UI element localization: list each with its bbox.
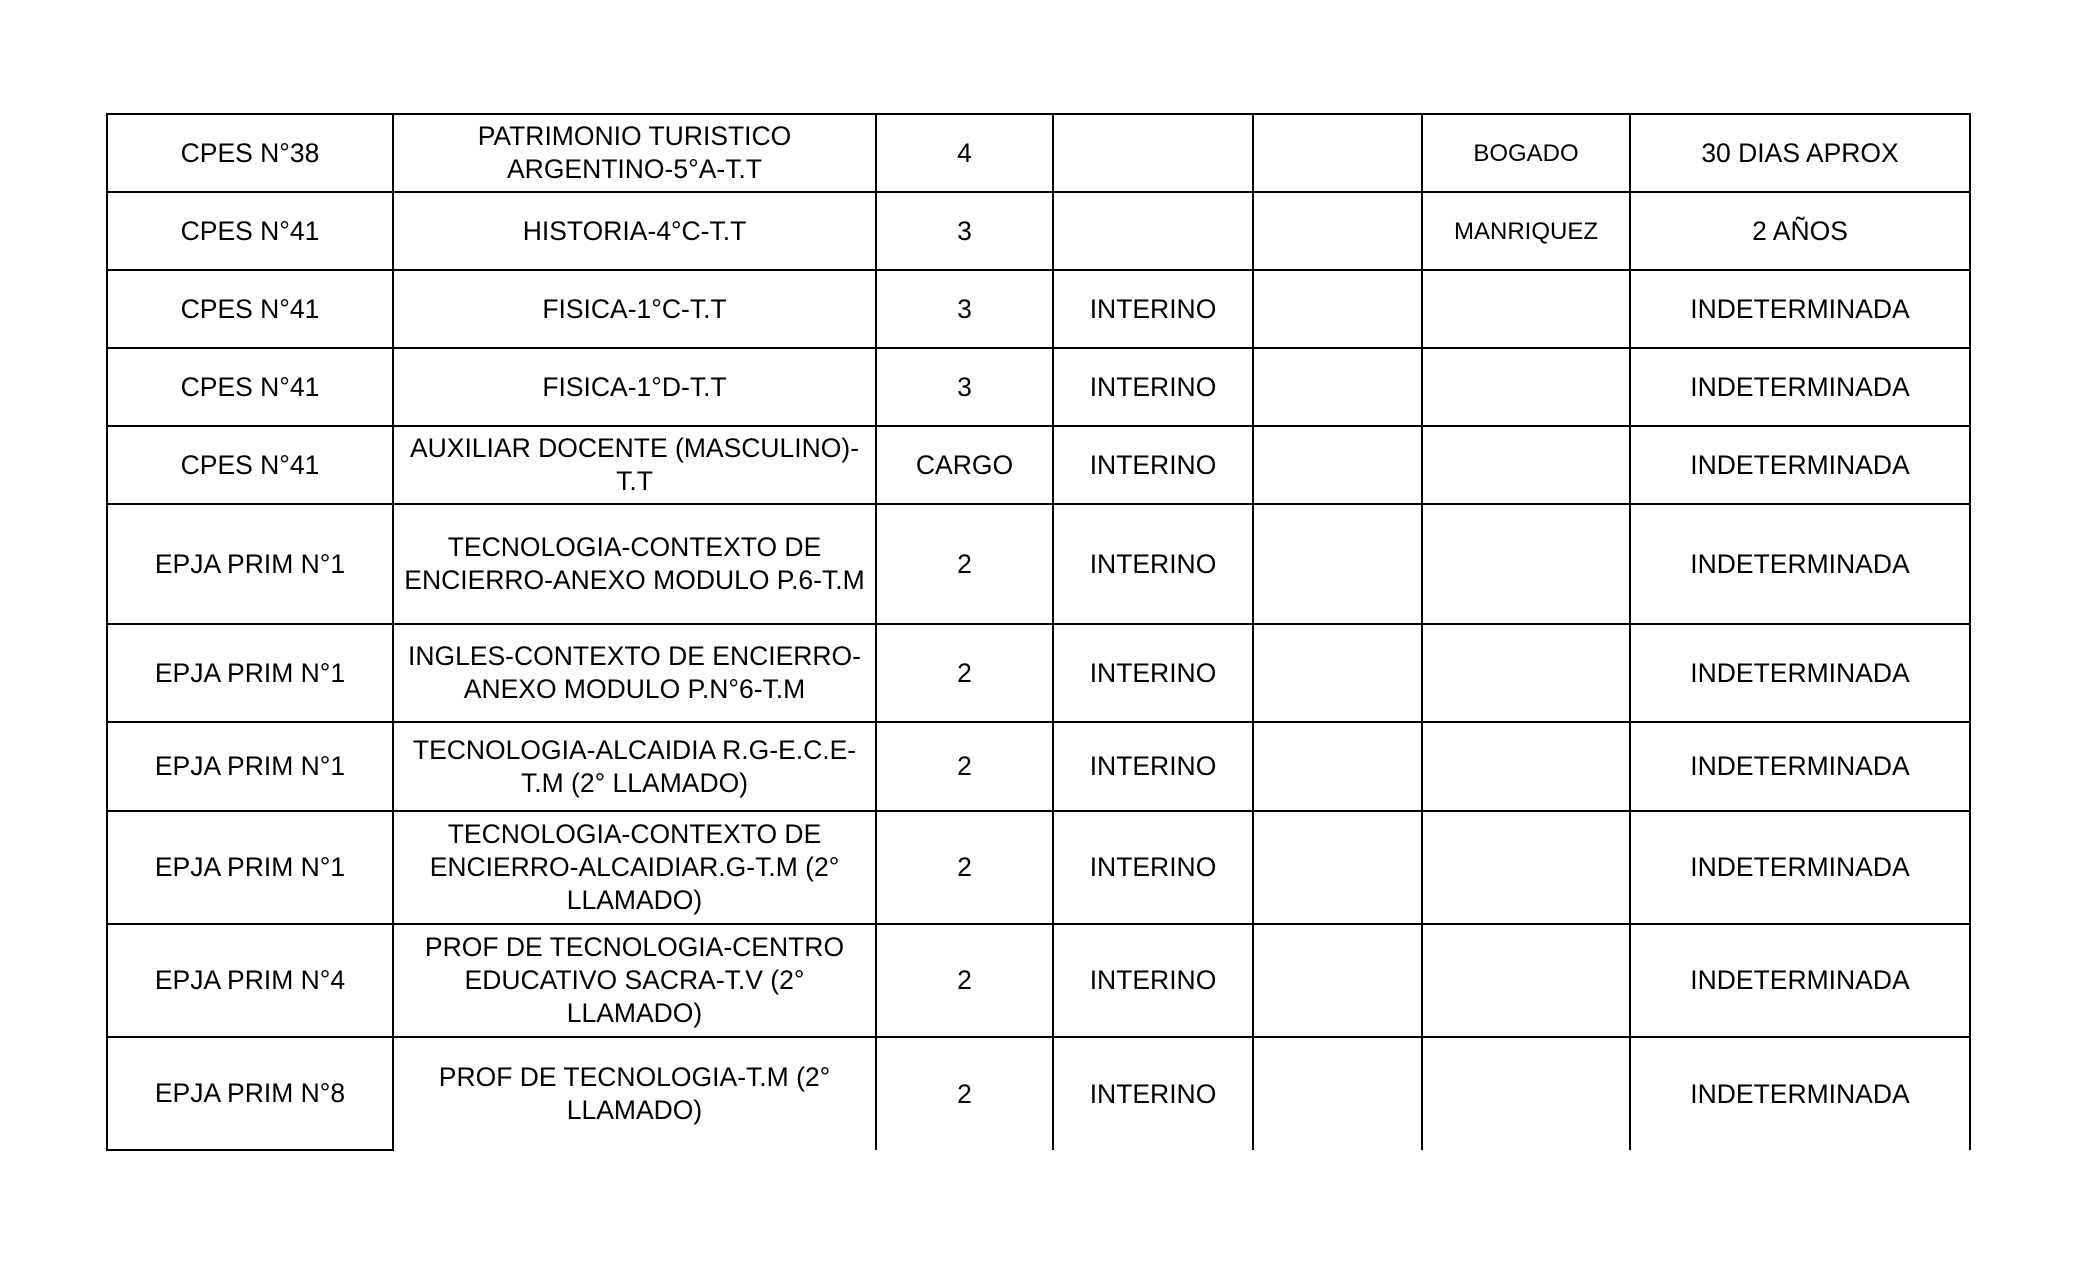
table-cell-subject: PROF DE TECNOLOGIA-T.M (2° LLAMADO) xyxy=(393,1037,876,1150)
table-cell-school: CPES N°41 xyxy=(107,270,393,348)
table-cell-duration: INDETERMINADA xyxy=(1630,924,1970,1037)
table-row xyxy=(107,924,1970,1037)
table-cell-subject: INGLES-CONTEXTO DE ENCIERRO-ANEXO MODULO P.N°6-T.M xyxy=(393,624,876,722)
table-cell-school: EPJA PRIM N°1 xyxy=(107,722,393,811)
table-cell-holder xyxy=(1422,270,1630,348)
table-row xyxy=(107,192,1970,270)
table-cell-subject: PROF DE TECNOLOGIA-CENTRO EDUCATIVO SACRA-T.V (2° LLAMADO) xyxy=(393,924,876,1037)
table-cell-duration: INDETERMINADA xyxy=(1630,811,1970,924)
table-cell-hours: 3 xyxy=(876,192,1053,270)
table-cell-status: INTERINO xyxy=(1053,270,1253,348)
table-cell-holder xyxy=(1422,504,1630,624)
table-cell-subject: TECNOLOGIA-CONTEXTO DE ENCIERRO-ALCAIDIAR.G-T.M (2° LLAMADO) xyxy=(393,811,876,924)
table-cell-hours: 2 xyxy=(876,504,1053,624)
table-cell-hours: 4 xyxy=(876,114,1053,192)
table-cell-holder: MANRIQUEZ xyxy=(1422,192,1630,270)
table-cell-status xyxy=(1053,114,1253,192)
table-cell-status: INTERINO xyxy=(1053,1037,1253,1150)
table-cell-status: INTERINO xyxy=(1053,811,1253,924)
table-cell-extra xyxy=(1253,270,1422,348)
table-cell-school: EPJA PRIM N°1 xyxy=(107,811,393,924)
table-row xyxy=(107,504,1970,624)
table-cell-hours: 2 xyxy=(876,722,1053,811)
table-cell-school: CPES N°41 xyxy=(107,348,393,426)
table-cell-status: INTERINO xyxy=(1053,624,1253,722)
table-cell-extra xyxy=(1253,722,1422,811)
table-cell-duration: INDETERMINADA xyxy=(1630,504,1970,624)
table-cell-extra xyxy=(1253,811,1422,924)
table-cell-hours: 3 xyxy=(876,270,1053,348)
table-cell-school: EPJA PRIM N°4 xyxy=(107,924,393,1037)
table-cell-subject: AUXILIAR DOCENTE (MASCULINO)-T.T xyxy=(393,426,876,504)
table-cell-status: INTERINO xyxy=(1053,504,1253,624)
table-cell-subject: TECNOLOGIA-ALCAIDIA R.G-E.C.E-T.M (2° LLAMADO) xyxy=(393,722,876,811)
table-row xyxy=(107,348,1970,426)
table-row xyxy=(107,426,1970,504)
table-cell-hours: 2 xyxy=(876,1037,1053,1150)
table-row xyxy=(107,270,1970,348)
table-cell-holder: BOGADO xyxy=(1422,114,1630,192)
table-cell-extra xyxy=(1253,504,1422,624)
table-cell-holder xyxy=(1422,348,1630,426)
table-cell-subject: FISICA-1°C-T.T xyxy=(393,270,876,348)
table-cell-hours: CARGO xyxy=(876,426,1053,504)
table-cell-holder xyxy=(1422,924,1630,1037)
table-cell-holder xyxy=(1422,722,1630,811)
table-cell-school: EPJA PRIM N°1 xyxy=(107,624,393,722)
table-cell-duration: INDETERMINADA xyxy=(1630,426,1970,504)
table-cell-status: INTERINO xyxy=(1053,722,1253,811)
table-cell-status: INTERINO xyxy=(1053,348,1253,426)
table-cell-holder xyxy=(1422,426,1630,504)
table-cell-status: INTERINO xyxy=(1053,924,1253,1037)
table-cell-subject: PATRIMONIO TURISTICO ARGENTINO-5°A-T.T xyxy=(393,114,876,192)
table-cell-extra xyxy=(1253,192,1422,270)
table-row xyxy=(107,722,1970,811)
table-row xyxy=(107,114,1970,192)
table-cell-subject: HISTORIA-4°C-T.T xyxy=(393,192,876,270)
table-cell-extra xyxy=(1253,426,1422,504)
table-cell-duration: 30 DIAS APROX xyxy=(1630,114,1970,192)
table-row xyxy=(107,811,1970,924)
table-body xyxy=(107,114,1970,1150)
table-cell-subject: TECNOLOGIA-CONTEXTO DE ENCIERRO-ANEXO MODULO P.6-T.M xyxy=(393,504,876,624)
table-cell-school: CPES N°41 xyxy=(107,426,393,504)
table-cell-subject: FISICA-1°D-T.T xyxy=(393,348,876,426)
table-cell-duration: INDETERMINADA xyxy=(1630,1037,1970,1150)
vacancies-table xyxy=(106,113,1971,1151)
table-cell-status: INTERINO xyxy=(1053,426,1253,504)
table-cell-status xyxy=(1053,192,1253,270)
table-cell-school: EPJA PRIM N°8 xyxy=(107,1037,393,1150)
table-cell-hours: 2 xyxy=(876,624,1053,722)
table-cell-duration: INDETERMINADA xyxy=(1630,348,1970,426)
table-cell-holder xyxy=(1422,811,1630,924)
table-row xyxy=(107,1037,1970,1150)
table-cell-extra xyxy=(1253,924,1422,1037)
table-cell-duration: INDETERMINADA xyxy=(1630,722,1970,811)
table-cell-school: EPJA PRIM N°1 xyxy=(107,504,393,624)
table-cell-hours: 3 xyxy=(876,348,1053,426)
table-cell-holder xyxy=(1422,1037,1630,1150)
table-cell-duration: INDETERMINADA xyxy=(1630,624,1970,722)
table-cell-extra xyxy=(1253,624,1422,722)
table-cell-school: CPES N°41 xyxy=(107,192,393,270)
table-row xyxy=(107,624,1970,722)
table-cell-duration: INDETERMINADA xyxy=(1630,270,1970,348)
table-cell-extra xyxy=(1253,114,1422,192)
table-cell-extra xyxy=(1253,1037,1422,1150)
table-cell-hours: 2 xyxy=(876,811,1053,924)
table-cell-holder xyxy=(1422,624,1630,722)
table-cell-hours: 2 xyxy=(876,924,1053,1037)
table-cell-extra xyxy=(1253,348,1422,426)
table-cell-duration: 2 AÑOS xyxy=(1630,192,1970,270)
table-cell-school: CPES N°38 xyxy=(107,114,393,192)
